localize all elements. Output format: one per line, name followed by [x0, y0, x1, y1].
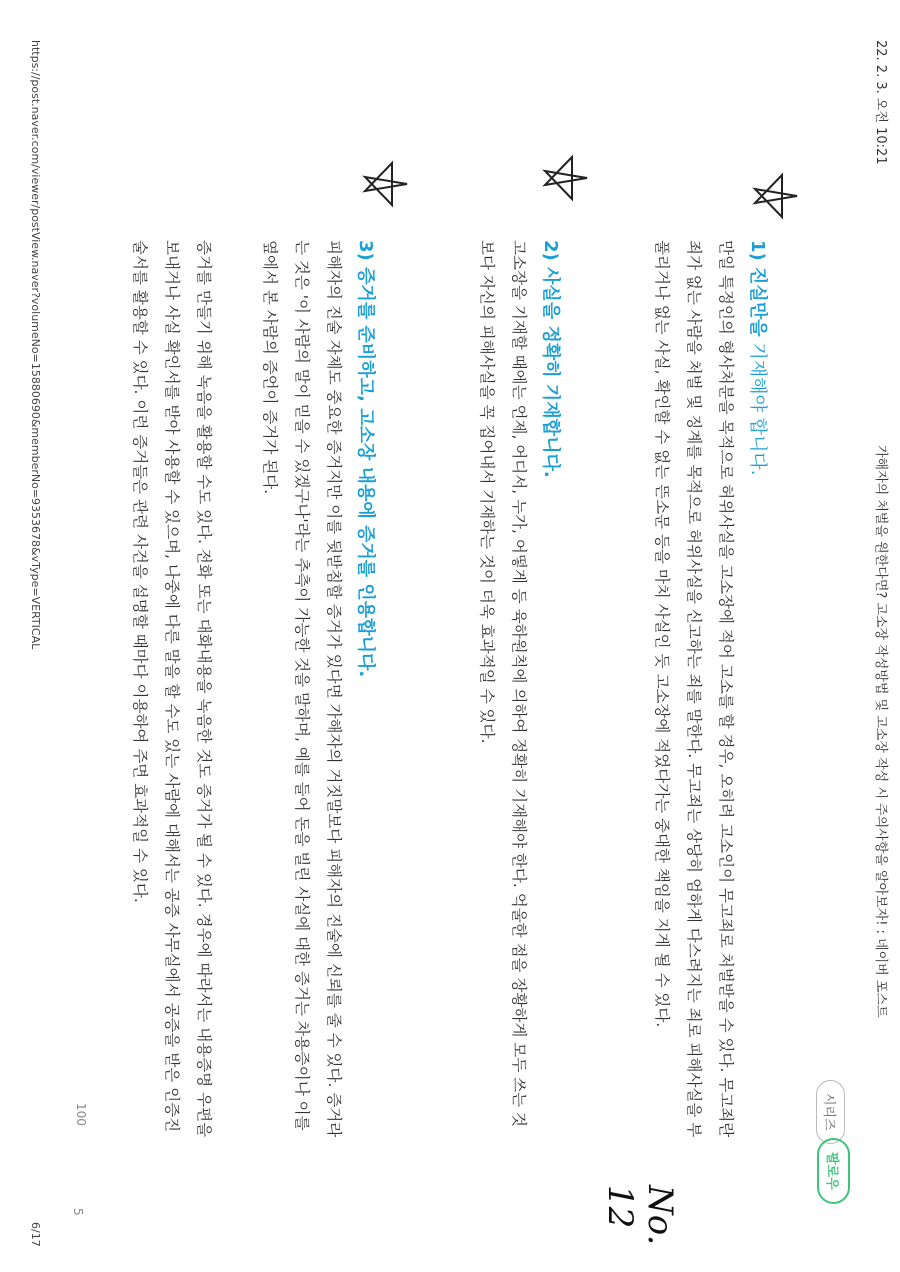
section-1-title-rest: 기재해야 합니다.	[747, 336, 768, 476]
footer-page: 6/17	[29, 1222, 42, 1247]
section-3-body: 피해자의 진술 자체도 중요한 증거지만 이를 뒷받침할 증거가 있다면 가해자의 거짓말보다 피해자의 진술에 신뢰를 줄 수 있다. 증거라는 것은 '이 사람의 말이 믿을 수 있겠구나'라는 추측이 가능한 것을 말하며, 예를 들어 돈을 빌린 사실에 대한 증거는 차용증이나 이를 옆에서 본 사람의 증언이 증거가 된다.	[261, 240, 343, 1138]
footer-url[interactable]: https://post.naver.com/viewer/postView.naver?volumeNo=15880690&memberNo=9353678&vType=VERTICAL	[29, 40, 42, 650]
star-mark-3	[358, 158, 410, 210]
section-1-title	[746, 240, 772, 476]
section-2-number: 2)	[540, 240, 561, 261]
comment-count: 5	[71, 1208, 85, 1216]
series-button[interactable]: 시리즈	[816, 1080, 845, 1144]
section-3-title	[354, 240, 380, 677]
section-1-title-bold: 진실만을	[747, 267, 768, 337]
section-3-title-bold: 증거를 준비하고, 고소장 내용에 증거를 인용합니다.	[355, 267, 376, 678]
star-mark-2	[538, 152, 590, 204]
star-mark-1	[748, 170, 800, 222]
handwritten-number: No. 12	[600, 1185, 680, 1246]
section-3-body-2: 증거를 만들기 위해 녹음을 활용할 수도 있다. 전화 또는 대화내용을 녹음한 것도 증거가 될 수 있다. 경우에 따라서는 내용증명 우편을 보내거나 사실 확인서를 받아 사용할 수 있으며, 나중에 다른 말을 할 수도 있는 사람에 대해서는 공증 사무실에서 공증을 받은 인증진술서를 활용할 수 있다. 이런 증거들은 관련 사건을 설명할 때마다 이용하여 주면 효과적일 수 있다.	[131, 240, 213, 1138]
section-2-title-bold: 사실을 정확히 기재합니다.	[540, 267, 561, 478]
section-3-number: 3)	[355, 240, 376, 261]
section-1-body: 만일 특정인의 형사처분을 목적으로 허위사실을 고소장에 적어 고소를 할 경우, 오히려 고소인이 무고죄로 처벌받을 수 있다. 무고죄란 죄가 없는 사람을 처벌 및 징계를 목적으로 허위사실을 신고하는 죄를 말한다. 무고죄는 상당히 엄하게 다스려지는 죄로 피해사실을 부풀리거나 없는 사실, 확인할 수 없는 뜬소문 등을 마치 사실인 듯 고소장에 적었다가는 중대한 책임을 지게 될 수 있다.	[653, 240, 735, 1138]
section-1-number: 1)	[747, 240, 768, 261]
header-datetime: 22. 2. 3. 오전 10:21	[873, 40, 888, 165]
section-2-body: 고소장을 기재할 때에는 언제, 어디서, 누가, 어떻게 등 육하원칙에 의하여 정확히 기재해야 한다. 억울한 점을 장황하게 모두 쓰는 것보다 자신의 피해사실을 꼭 집어내서 기재하는 것이 더욱 효과적일 수 있다.	[478, 240, 528, 1127]
section-2-title	[539, 240, 565, 478]
follow-button[interactable]: 팔로우	[817, 1138, 850, 1204]
like-count: 100	[74, 1103, 88, 1126]
header-title: 가해자의 처벌을 원한다면? 고소장 작성방법 및 고소장 작성 시 주의사항을 알아보자! : 네이버 포스트	[873, 445, 888, 1018]
